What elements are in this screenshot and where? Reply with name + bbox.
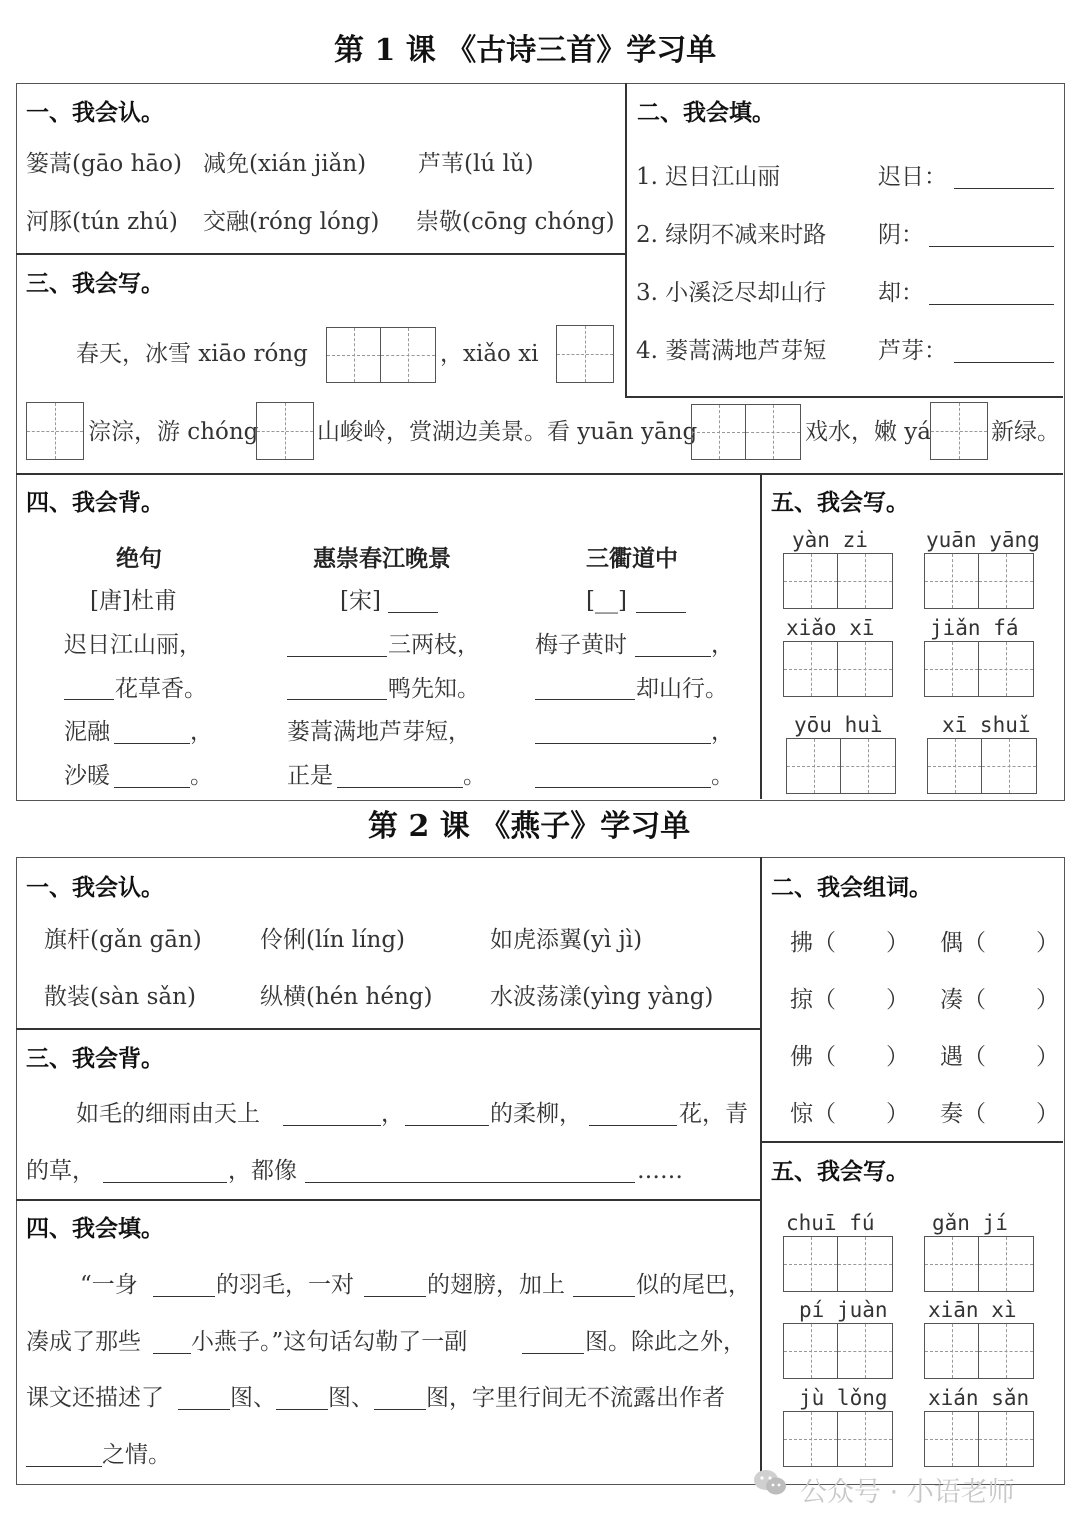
answer-blank[interactable]	[535, 787, 711, 788]
fill-key: 芦芽：	[878, 338, 947, 364]
poem-line: 正是	[287, 763, 333, 789]
fill-text: 图、	[328, 1385, 374, 1411]
compose-char: 凑（	[940, 987, 986, 1013]
answer-blank[interactable]	[929, 246, 1054, 247]
answer-blank[interactable]	[929, 304, 1054, 305]
divider	[760, 473, 762, 799]
fill-text: 之情。	[102, 1442, 171, 1468]
write-text: ，xiǎo xi	[440, 341, 539, 367]
pinyin-label: xiān xì	[928, 1298, 1017, 1322]
char-grid[interactable]	[783, 1411, 893, 1467]
answer-blank[interactable]	[64, 699, 114, 700]
poem-line: 鸭先知。	[388, 676, 480, 702]
compose-char: 偶（	[940, 930, 986, 956]
fill-line: 4. 蒌蒿满地芦芽短	[636, 338, 827, 364]
poem-author: [__]	[586, 588, 627, 614]
lesson1-title: 第 1 课 《古诗三首》学习单	[334, 33, 717, 68]
poem-line: 泥融	[64, 719, 110, 745]
poem-line: ，	[711, 719, 734, 745]
char-grid[interactable]	[924, 1323, 1034, 1379]
wechat-icon	[752, 1468, 788, 1498]
pinyin-label: yuān yāng	[926, 528, 1040, 552]
fill-text: “一身	[80, 1272, 138, 1298]
char-grid[interactable]	[556, 325, 614, 383]
compose-close: ）	[1036, 930, 1059, 956]
compose-close: ）	[1036, 987, 1059, 1013]
answer-blank[interactable]	[374, 1409, 426, 1410]
watermark-text: 公众号 · 小语老师	[800, 1477, 1015, 1508]
write-text: 淙淙，游 chóng	[88, 419, 259, 445]
word-item: 水波荡漾(yìng yàng)	[490, 984, 714, 1010]
recite-text: ，	[381, 1101, 404, 1127]
poem-line: 花草香。	[115, 676, 207, 702]
pinyin-label: yōu huì	[794, 713, 883, 737]
answer-blank[interactable]	[954, 188, 1054, 189]
char-grid[interactable]	[326, 327, 436, 383]
char-grid[interactable]	[924, 1411, 1034, 1467]
char-grid[interactable]	[924, 641, 1034, 697]
write-text: 山峻岭，赏湖边美景。看 yuān yāng	[317, 419, 698, 445]
char-grid[interactable]	[924, 553, 1034, 609]
answer-blank[interactable]	[153, 1353, 191, 1354]
write-text: 春天，冰雪 xiāo róng	[76, 341, 308, 367]
fill-text: 凑成了那些	[26, 1329, 141, 1355]
l2-s3-heading: 三、我会背。	[26, 1045, 164, 1072]
compose-char: 佛（	[790, 1044, 836, 1070]
word-item: 减免(xián jiǎn)	[203, 151, 367, 177]
poem-author: [宋]	[340, 588, 381, 614]
recite-text: 的柔柳，	[490, 1101, 582, 1127]
answer-blank[interactable]	[283, 1125, 381, 1126]
fill-line: 2. 绿阴不减来时路	[636, 222, 827, 248]
answer-blank[interactable]	[114, 743, 190, 744]
recite-text: 的草，	[26, 1158, 95, 1184]
pinyin-label: jù lǒng	[799, 1386, 888, 1410]
poem-title: 惠崇春江晚景	[313, 545, 451, 572]
l2-s2-heading: 二、我会组词。	[771, 874, 932, 901]
divider	[625, 396, 1063, 398]
answer-blank[interactable]	[635, 656, 711, 657]
poem-author: [唐]杜甫	[90, 588, 177, 614]
char-grid[interactable]	[924, 1236, 1034, 1292]
l2-s4-heading: 四、我会填。	[26, 1215, 164, 1242]
divider	[760, 857, 762, 1484]
answer-blank[interactable]	[636, 612, 686, 613]
compose-close: ）	[886, 930, 909, 956]
poem-line: 。	[463, 763, 486, 789]
l2-s5-heading: 五、我会写。	[771, 1158, 909, 1185]
word-item: 交融(róng lóng)	[203, 209, 380, 235]
l1-s5-heading: 五、我会写。	[771, 489, 909, 516]
compose-char: 掠（	[790, 987, 836, 1013]
word-item: 如虎添翼(yì jì)	[490, 927, 643, 953]
pinyin-label: jiǎn fá	[930, 616, 1019, 640]
answer-blank[interactable]	[522, 1353, 584, 1354]
lesson2-title: 第 2 课 《燕子》学习单	[368, 809, 691, 844]
word-item: 芦苇(lú lǔ)	[418, 151, 534, 177]
recite-text: 如毛的细雨由天上	[76, 1101, 260, 1127]
answer-blank[interactable]	[405, 1125, 489, 1126]
char-grid[interactable]	[786, 738, 896, 794]
pinyin-label: xiǎo xī	[786, 616, 875, 640]
fill-text: 图，字里行间无不流露出作者	[426, 1385, 725, 1411]
char-grid[interactable]	[783, 641, 893, 697]
answer-blank[interactable]	[364, 1296, 426, 1297]
poem-line: 三两枝，	[388, 632, 480, 658]
answer-blank[interactable]	[26, 1466, 102, 1467]
recite-text: 花，青	[679, 1101, 748, 1127]
fill-text: 的羽毛，一对	[216, 1272, 354, 1298]
compose-close: ）	[886, 1044, 909, 1070]
l1-s2-heading: 二、我会填。	[637, 99, 775, 126]
poem-line: 却山行。	[636, 676, 728, 702]
fill-key: 却：	[878, 280, 924, 306]
pinyin-label: gǎn jí	[932, 1211, 1008, 1235]
fill-key: 阴：	[878, 222, 924, 248]
compose-close: ）	[886, 1101, 909, 1127]
recite-text: ……	[637, 1158, 683, 1184]
fill-line: 3. 小溪泛尽却山行	[636, 280, 827, 306]
answer-blank[interactable]	[287, 656, 387, 657]
word-item: 河豚(tún zhú)	[26, 209, 178, 235]
divider	[16, 473, 1063, 475]
fill-text: 小燕子。”这句话勾勒了一副	[191, 1329, 468, 1355]
word-item: 纵横(hén héng)	[260, 984, 433, 1010]
poem-line: 。	[190, 763, 213, 789]
fill-text: 图、	[230, 1385, 276, 1411]
divider	[16, 1199, 761, 1201]
answer-blank[interactable]	[153, 1296, 215, 1297]
answer-blank[interactable]	[114, 787, 190, 788]
divider	[625, 83, 627, 396]
fill-text: 课文还描述了	[26, 1385, 164, 1411]
l2-s1-heading: 一、我会认。	[26, 874, 164, 901]
write-text: 戏水，嫩 yá	[805, 419, 932, 445]
char-grid[interactable]	[783, 1236, 893, 1292]
answer-blank[interactable]	[589, 1125, 677, 1126]
compose-close: ）	[886, 987, 909, 1013]
divider	[16, 253, 626, 255]
char-grid[interactable]	[256, 402, 314, 460]
answer-blank[interactable]	[276, 1409, 328, 1410]
answer-blank[interactable]	[954, 362, 1054, 363]
divider	[16, 1028, 761, 1030]
word-item: 伶俐(lín líng)	[260, 927, 406, 953]
char-grid[interactable]	[783, 553, 893, 609]
compose-char: 奏（	[940, 1101, 986, 1127]
poem-line: ，	[190, 719, 213, 745]
answer-blank[interactable]	[535, 699, 635, 700]
l1-s4-heading: 四、我会背。	[26, 489, 164, 516]
char-grid[interactable]	[930, 402, 988, 460]
word-item: 篓蒿(gāo hāo)	[26, 151, 182, 177]
char-grid[interactable]	[783, 1323, 893, 1379]
answer-blank[interactable]	[287, 699, 387, 700]
answer-blank[interactable]	[305, 1182, 635, 1183]
recite-text: ，都像	[228, 1158, 297, 1184]
compose-char: 拂（	[790, 930, 836, 956]
fill-key: 迟日：	[878, 164, 947, 190]
poem-line: 迟日江山丽，	[64, 632, 202, 658]
poem-line: ，	[711, 632, 734, 658]
answer-blank[interactable]	[337, 787, 463, 788]
write-text: 新绿。	[991, 419, 1060, 445]
pinyin-label: chuī fú	[786, 1211, 875, 1235]
compose-char: 遇（	[940, 1044, 986, 1070]
poem-title: 三衢道中	[586, 545, 678, 572]
char-grid[interactable]	[691, 404, 801, 460]
fill-text: 图。除此之外，	[585, 1329, 746, 1355]
poem-line: 。	[711, 763, 734, 789]
pinyin-label: xī shuǐ	[942, 713, 1031, 737]
word-item: 崇敬(cōng chóng)	[416, 209, 615, 235]
fill-line: 1. 迟日江山丽	[636, 164, 781, 190]
fill-text: 的翅膀，加上	[427, 1272, 565, 1298]
poem-line: 沙暖	[64, 763, 110, 789]
word-item: 旗杆(gǎn gān)	[44, 927, 202, 953]
answer-blank[interactable]	[103, 1182, 227, 1183]
word-item: 散装(sàn sǎn)	[44, 984, 196, 1010]
answer-blank[interactable]	[573, 1296, 635, 1297]
answer-blank[interactable]	[388, 612, 438, 613]
compose-close: ）	[1036, 1101, 1059, 1127]
compose-char: 惊（	[790, 1101, 836, 1127]
compose-close: ）	[1036, 1044, 1059, 1070]
answer-blank[interactable]	[178, 1409, 230, 1410]
char-grid[interactable]	[26, 402, 84, 460]
poem-line: 蒌蒿满地芦芽短，	[287, 719, 471, 745]
divider	[760, 1141, 1063, 1143]
l1-s1-heading: 一、我会认。	[26, 99, 164, 126]
fill-text: 似的尾巴，	[636, 1272, 751, 1298]
char-grid[interactable]	[927, 738, 1037, 794]
poem-line: 梅子黄时	[535, 632, 627, 658]
answer-blank[interactable]	[535, 743, 711, 744]
pinyin-label: yàn zi	[792, 528, 868, 552]
pinyin-label: xián sǎn	[928, 1386, 1030, 1410]
poem-title: 绝句	[116, 545, 162, 572]
l1-s3-heading: 三、我会写。	[26, 270, 164, 297]
pinyin-label: pí juàn	[799, 1298, 888, 1322]
